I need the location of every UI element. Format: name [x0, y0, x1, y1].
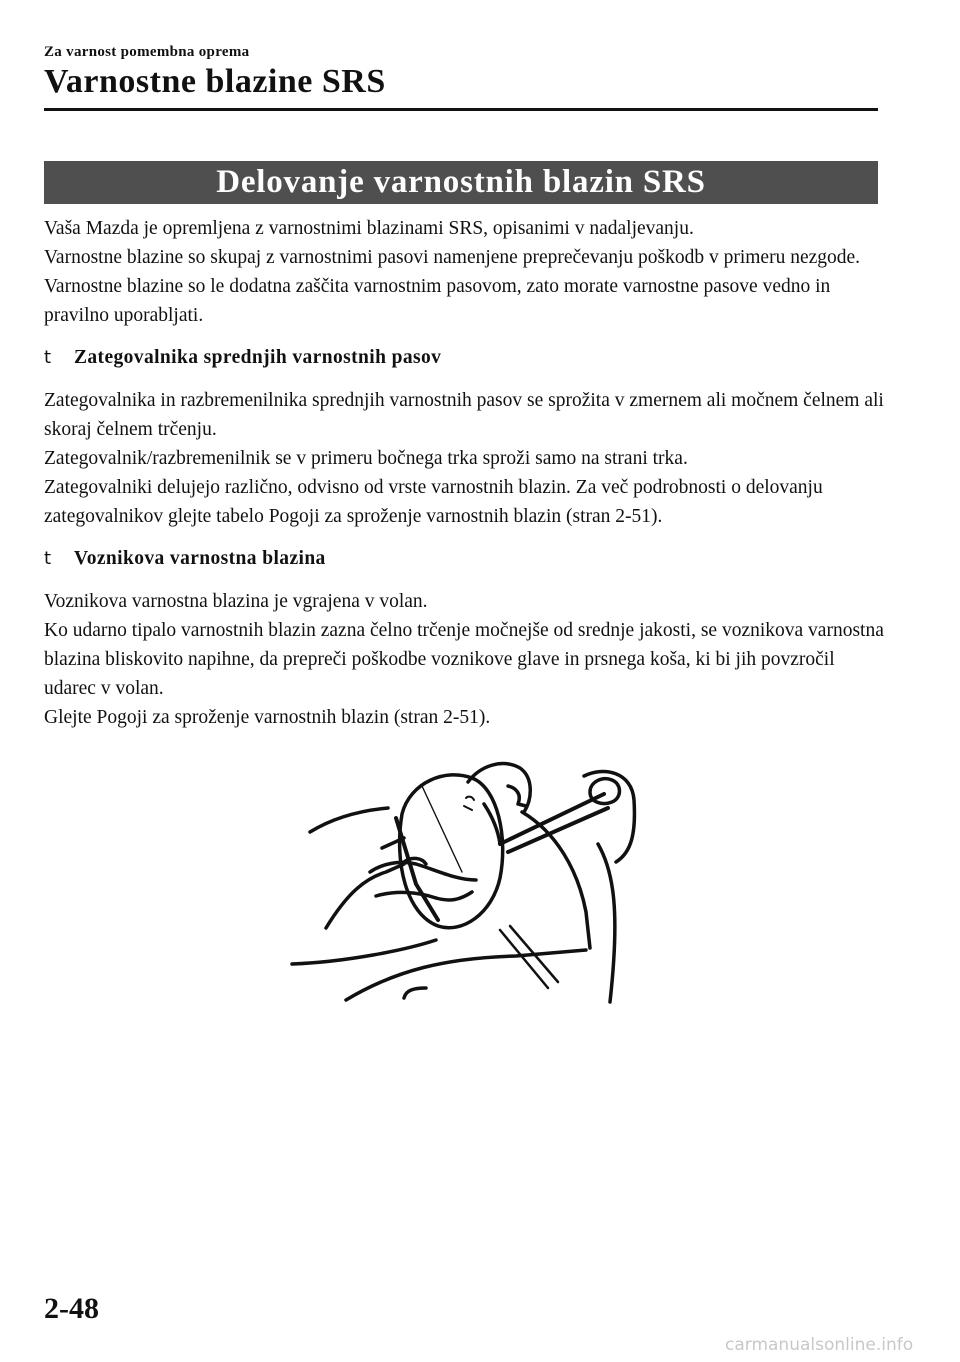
breadcrumb: Za varnost pomembna oprema — [44, 44, 250, 60]
subsection-heading-pretensioners — [44, 343, 884, 372]
bullet-icon: t — [44, 548, 52, 569]
subsection-heading-label: Voznikova varnostna blazina — [74, 548, 326, 569]
bullet-icon: t — [44, 347, 52, 368]
driver-airbag-paragraph-1: Voznikova varnostna blazina je vgrajena v volan. — [44, 591, 428, 612]
intro-paragraph-2: Varnostne blazine so skupaj z varnostnimi pasovi namenjene preprečevanju poškodb v primeru nezgode. — [44, 247, 861, 268]
title-rule — [44, 108, 878, 111]
subsection-heading-driver-airbag — [44, 544, 884, 573]
driver-airbag-paragraph-3: Glejte Pogoji za sproženje varnostnih blazin (stran 2-51). — [44, 707, 491, 728]
page-title: Varnostne blazine SRS — [44, 63, 386, 100]
driver-airbag-illustration — [286, 752, 642, 1008]
pretensioner-paragraph-3: Zategovalniki delujejo različno, odvisno od vrste varnostnih blazin. Za več podrobnosti o delovanju zategovalnikov glejte tabelo Pogoji za sproženje varnostnih blazin (stran 2-51). — [44, 477, 823, 527]
section-banner: Delovanje varnostnih blazin SRS — [44, 161, 878, 204]
pretensioner-paragraph-2: Zategovalnik/razbremenilnik se v primeru bočnega trka sproži samo na strani trka. — [44, 448, 688, 469]
intro-paragraph-3: Varnostne blazine so le dodatna zaščita varnostnim pasovom, zato morate varnostne pasove vedno in pravilno uporabljati. — [44, 276, 831, 326]
pretensioner-paragraph-1: Zategovalnika in razbremenilnika sprednjih varnostnih pasov se sprožita v zmernem ali močnem čelnem ali skoraj čelnem trčenju. — [44, 390, 884, 440]
content-body — [44, 214, 884, 732]
page-number: 2-48 — [44, 1292, 99, 1325]
watermark: carmanualsonline.info — [725, 1335, 914, 1355]
subsection-heading-label: Zategovalnika sprednjih varnostnih pasov — [74, 347, 442, 368]
driver-airbag-paragraph-2: Ko udarno tipalo varnostnih blazin zazna čelno trčenje močnejše od srednje jakosti, se voznikova varnostna blazina bliskovito napihne, da prepreči poškodbe voznikove glave in prsnega koša, ki bi jih povzročil udarec v volan. — [44, 620, 884, 699]
intro-paragraph-1: Vaša Mazda je opremljena z varnostnimi blazinami SRS, opisanimi v nadaljevanju. — [44, 218, 694, 239]
